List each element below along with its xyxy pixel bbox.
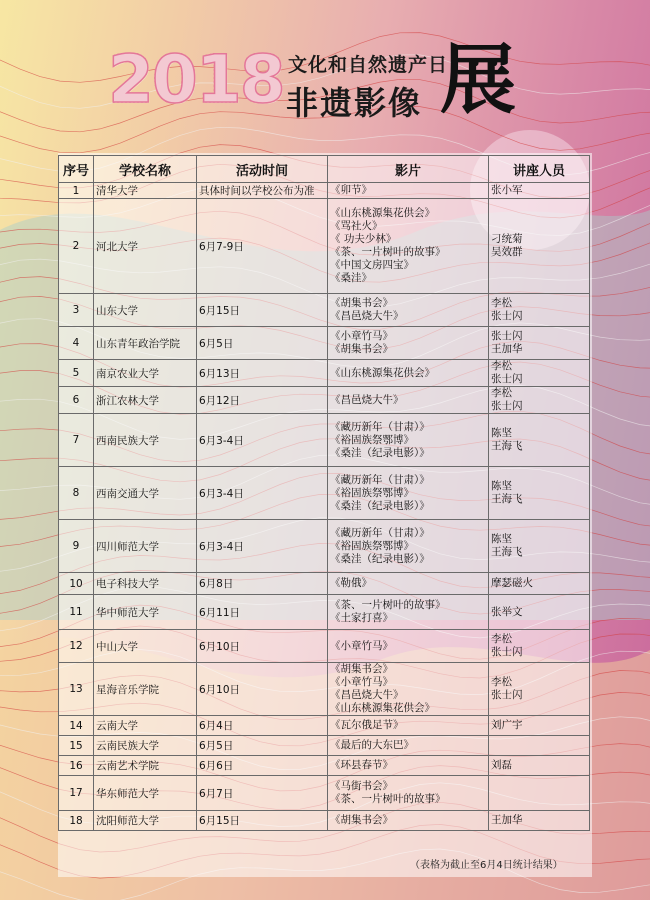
- cell-time: 6月7-9日: [197, 199, 328, 294]
- film-title: 《最后的大东巴》: [330, 739, 414, 751]
- speaker-name: 摩瑟磁火: [491, 577, 533, 589]
- cell-school: 西南民族大学: [94, 414, 197, 467]
- cell-speakers: [489, 414, 590, 467]
- table-row: [59, 595, 590, 630]
- speaker-name: 李松: [491, 297, 512, 309]
- speaker-name: 刘磊: [491, 759, 512, 771]
- cell-school: 中山大学: [94, 630, 197, 663]
- cell-time: 6月3-4日: [197, 467, 328, 520]
- film-title: 《藏历新年（甘肃）》: [330, 526, 430, 539]
- cell-school: 沈阳师范大学: [94, 811, 197, 831]
- film-title: 《小章竹马》: [330, 676, 393, 688]
- cell-time: 6月15日: [197, 811, 328, 831]
- cell-time: 6月6日: [197, 756, 328, 776]
- film-title: 《中国文房四宝》: [330, 259, 414, 271]
- cell-films: [328, 573, 489, 595]
- table-row: [59, 716, 590, 736]
- film-title: 《昌邑烧大牛》: [330, 310, 404, 322]
- cell-time: 6月10日: [197, 630, 328, 663]
- cell-time: 6月7日: [197, 776, 328, 811]
- footnote: （表格为截止至6月4日统计结果）: [410, 860, 563, 871]
- cell-school: 山东青年政治学院: [94, 327, 197, 360]
- film-title: 《桑洼（纪录电影）》: [330, 552, 430, 565]
- cell-speakers: [489, 716, 590, 736]
- cell-time: 6月15日: [197, 294, 328, 327]
- cell-index: 15: [59, 736, 94, 756]
- cell-school: 清华大学: [94, 183, 197, 199]
- cell-index: 18: [59, 811, 94, 831]
- film-title: 《瓦尔俄足节》: [330, 719, 404, 731]
- cell-school: 云南艺术学院: [94, 756, 197, 776]
- speaker-name: 陈坚: [491, 533, 512, 545]
- film-title: 《胡集书会》: [330, 343, 393, 355]
- speaker-name: 刁统菊: [491, 233, 523, 245]
- speaker-name: 陈坚: [491, 480, 512, 492]
- cell-speakers: [489, 387, 590, 414]
- table-row: [59, 414, 590, 467]
- table-header-row: [59, 156, 590, 183]
- cell-index: 12: [59, 630, 94, 663]
- table-row: [59, 387, 590, 414]
- cell-index: 13: [59, 663, 94, 716]
- cell-films: [328, 387, 489, 414]
- cell-time: 6月4日: [197, 716, 328, 736]
- speaker-name: 王加华: [491, 343, 523, 355]
- film-title: 《裕固族祭鄂博》: [330, 539, 414, 552]
- cell-index: 8: [59, 467, 94, 520]
- film-title: 《昌邑烧大牛》: [330, 393, 404, 406]
- film-title: 《胡集书会》: [330, 663, 393, 675]
- cell-films: [328, 360, 489, 387]
- cell-films: [328, 199, 489, 294]
- cell-films: [328, 520, 489, 573]
- speaker-name: 王海飞: [491, 493, 523, 505]
- speaker-name: 李松: [491, 387, 512, 399]
- cell-speakers: [489, 756, 590, 776]
- column-header-school: 学校名称: [94, 156, 197, 183]
- speaker-name: 张士闪: [491, 689, 523, 701]
- speaker-name: 李松: [491, 676, 512, 688]
- table-row: [59, 327, 590, 360]
- cell-time: 6月5日: [197, 327, 328, 360]
- speaker-name: 张士闪: [491, 310, 523, 322]
- cell-films: [328, 716, 489, 736]
- cell-time: 6月12日: [197, 387, 328, 414]
- cell-films: [328, 663, 489, 716]
- cell-films: [328, 776, 489, 811]
- cell-speakers: [489, 630, 590, 663]
- column-header-index: 序号: [59, 156, 94, 183]
- subtitle: 文化和自然遗产日: [288, 54, 449, 76]
- cell-films: [328, 736, 489, 756]
- cell-index: 9: [59, 520, 94, 573]
- cell-index: 7: [59, 414, 94, 467]
- cell-school: 云南民族大学: [94, 736, 197, 756]
- speaker-name: 李松: [491, 360, 512, 372]
- film-title: 《马街书会》: [330, 780, 393, 792]
- schedule-table: [58, 155, 590, 831]
- cell-school: 南京农业大学: [94, 360, 197, 387]
- film-title: 《裕固族祭鄂博》: [330, 486, 414, 499]
- cell-speakers: [489, 776, 590, 811]
- table-row: [59, 467, 590, 520]
- cell-index: 6: [59, 387, 94, 414]
- cell-school: 星海音乐学院: [94, 663, 197, 716]
- cell-time: 6月8日: [197, 573, 328, 595]
- cell-time: 6月10日: [197, 663, 328, 716]
- cell-speakers: [489, 663, 590, 716]
- title-big-char: 展: [440, 35, 516, 124]
- table-row: [59, 663, 590, 716]
- film-title: 《卯节》: [330, 184, 372, 196]
- cell-speakers: [489, 573, 590, 595]
- cell-index: 1: [59, 183, 94, 199]
- table-row: [59, 756, 590, 776]
- cell-index: 11: [59, 595, 94, 630]
- speaker-name: 张士闪: [491, 373, 523, 385]
- speaker-name: 张士闪: [491, 646, 523, 658]
- cell-index: 16: [59, 756, 94, 776]
- film-title: 《桑洼》: [330, 272, 372, 284]
- cell-speakers: [489, 183, 590, 199]
- speaker-name: 李松: [491, 633, 512, 645]
- cell-speakers: [489, 467, 590, 520]
- cell-films: [328, 414, 489, 467]
- film-title: 《小章竹马》: [330, 639, 393, 652]
- table-body: [59, 183, 590, 831]
- speaker-name: 张士闪: [491, 330, 523, 342]
- film-title: 《骂社火》: [330, 220, 383, 232]
- cell-time: 6月13日: [197, 360, 328, 387]
- cell-time: 6月11日: [197, 595, 328, 630]
- cell-time: 6月3-4日: [197, 520, 328, 573]
- cell-school: 四川师范大学: [94, 520, 197, 573]
- speaker-name: 王海飞: [491, 546, 523, 558]
- cell-index: 3: [59, 294, 94, 327]
- cell-school: 华中师范大学: [94, 595, 197, 630]
- cell-films: [328, 327, 489, 360]
- cell-index: 10: [59, 573, 94, 595]
- film-title: 《桑洼（纪录电影）》: [330, 446, 430, 459]
- header: [0, 0, 650, 140]
- cell-school: 西南交通大学: [94, 467, 197, 520]
- cell-speakers: [489, 294, 590, 327]
- table-row: [59, 360, 590, 387]
- table-row: [59, 183, 590, 199]
- cell-school: 华东师范大学: [94, 776, 197, 811]
- main-title: 非遗影像: [286, 84, 423, 122]
- speaker-name: 张士闪: [491, 400, 523, 412]
- film-title: 《昌邑烧大牛》: [330, 689, 404, 701]
- cell-school: 云南大学: [94, 716, 197, 736]
- film-title: 《茶、一片树叶的故事》: [330, 793, 446, 805]
- cell-school: 浙江农林大学: [94, 387, 197, 414]
- film-title: 《山东桃源集花供会》: [330, 207, 435, 219]
- cell-index: 4: [59, 327, 94, 360]
- cell-films: [328, 811, 489, 831]
- cell-films: [328, 467, 489, 520]
- column-header-time: 活动时间: [197, 156, 328, 183]
- film-title: 《藏历新年（甘肃）》: [330, 420, 430, 433]
- table-row: [59, 776, 590, 811]
- cell-films: [328, 294, 489, 327]
- film-title: 《茶、一片树叶的故事》: [330, 599, 446, 611]
- cell-index: 17: [59, 776, 94, 811]
- film-title: 《山东桃源集花供会》: [330, 702, 435, 714]
- cell-speakers: [489, 520, 590, 573]
- table-row: [59, 573, 590, 595]
- cell-speakers: [489, 360, 590, 387]
- film-title: 《胡集书会》: [330, 814, 393, 826]
- table-row: [59, 630, 590, 663]
- column-header-film: 影片: [328, 156, 489, 183]
- table-row: [59, 199, 590, 294]
- cell-speakers: [489, 736, 590, 756]
- film-title: 《土家打喜》: [330, 612, 393, 624]
- speaker-name: 吴效群: [491, 246, 523, 258]
- cell-time: 6月5日: [197, 736, 328, 756]
- film-title: 《藏历新年（甘肃）》: [330, 473, 430, 486]
- film-title: 《勒俄》: [330, 577, 372, 589]
- cell-speakers: [489, 811, 590, 831]
- speaker-name: 王海飞: [491, 440, 523, 452]
- cell-speakers: [489, 327, 590, 360]
- film-title: 《 功夫少林》: [330, 233, 397, 245]
- cell-speakers: [489, 199, 590, 294]
- speaker-name: 王加华: [491, 814, 523, 826]
- speaker-name: 陈坚: [491, 427, 512, 439]
- film-title: 《桑洼（纪录电影）》: [330, 499, 430, 512]
- cell-films: [328, 595, 489, 630]
- film-title: 《小章竹马》: [330, 330, 393, 342]
- film-title: 《胡集书会》: [330, 297, 393, 309]
- year-title: 2018: [108, 41, 284, 118]
- cell-school: 河北大学: [94, 199, 197, 294]
- speaker-name: 张举文: [491, 605, 523, 618]
- cell-films: [328, 183, 489, 199]
- table-row: [59, 811, 590, 831]
- film-title: 《裕固族祭鄂博》: [330, 433, 414, 446]
- cell-films: [328, 630, 489, 663]
- table-row: [59, 294, 590, 327]
- film-title: 《环县春节》: [330, 759, 393, 771]
- table-row: [59, 520, 590, 573]
- speaker-name: 刘广宇: [491, 719, 523, 731]
- cell-index: 5: [59, 360, 94, 387]
- cell-speakers: [489, 595, 590, 630]
- cell-school: 电子科技大学: [94, 573, 197, 595]
- cell-index: 2: [59, 199, 94, 294]
- column-header-speaker: 讲座人员: [489, 156, 590, 183]
- cell-films: [328, 756, 489, 776]
- cell-time: 6月3-4日: [197, 414, 328, 467]
- cell-school: 山东大学: [94, 294, 197, 327]
- film-title: 《山东桃源集花供会》: [330, 366, 435, 379]
- table-row: [59, 736, 590, 756]
- cell-time: 具体时间以学校公布为准: [197, 183, 328, 199]
- speaker-name: 张小军: [491, 184, 523, 196]
- cell-index: 14: [59, 716, 94, 736]
- film-title: 《茶、一片树叶的故事》: [330, 246, 446, 258]
